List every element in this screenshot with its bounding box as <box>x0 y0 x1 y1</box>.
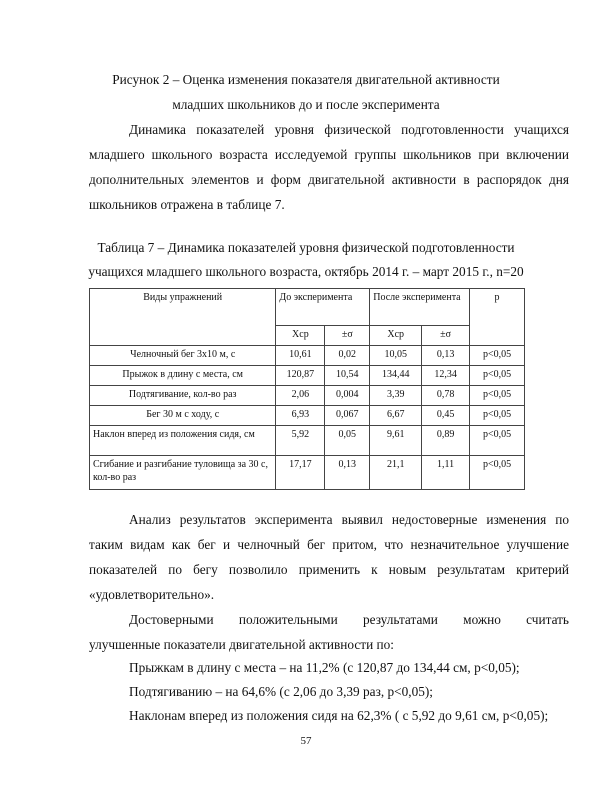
after-mean: 21,1 <box>370 456 422 490</box>
paragraph-line: Анализ результатов эксперимента выявил недостоверные изменения по <box>129 512 569 527</box>
after-sd: 0,45 <box>422 406 470 426</box>
table-row <box>90 346 525 366</box>
paragraph-line: «удовлетворительно». <box>89 587 215 602</box>
exercise-name: Прыжок в длину с места, см <box>90 366 276 386</box>
table-row <box>90 456 525 490</box>
before-mean: 10,61 <box>276 346 325 366</box>
before-mean: 120,87 <box>276 366 325 386</box>
list-item: Наклонам вперед из положения сидя на 62,3% ( с 5,92 до 9,61 см, р<0,05); <box>129 708 549 723</box>
before-mean: 2,06 <box>276 386 325 406</box>
list-item: Прыжкам в длину с места – на 11,2% (с 120,87 до 134,44 см, р<0,05); <box>129 660 520 675</box>
before-sd: 0,02 <box>325 346 370 366</box>
figure-caption: Рисунок 2 – Оценка изменения показателя двигательной активности <box>112 72 500 87</box>
paragraph-line: таким видам как бег и челночный бег притом, что незначительное улучшение <box>89 537 569 552</box>
after-mean: 134,44 <box>370 366 422 386</box>
header-sd: ±σ <box>422 326 470 346</box>
header-p: р <box>470 289 525 346</box>
before-mean: 6,93 <box>276 406 325 426</box>
p-value: р<0,05 <box>470 386 525 406</box>
paragraph-line: Динамика показателей уровня физической подготовленности учащихся <box>129 122 569 137</box>
p-value: р<0,05 <box>470 366 525 386</box>
page-number: 57 <box>300 735 312 747</box>
after-mean: 9,61 <box>370 426 422 456</box>
header-before: До эксперимента <box>276 289 370 326</box>
exercise-name: Подтягивание, кол-во раз <box>90 386 276 406</box>
p-value: р<0,05 <box>470 456 525 490</box>
before-sd: 0,13 <box>325 456 370 490</box>
p-value: р<0,05 <box>470 406 525 426</box>
before-sd: 0,05 <box>325 426 370 456</box>
before-sd: 0,067 <box>325 406 370 426</box>
header-mean: Хср <box>276 326 325 346</box>
after-mean: 10,05 <box>370 346 422 366</box>
header-after: После эксперимента <box>370 289 470 326</box>
before-mean: 17,17 <box>276 456 325 490</box>
paragraph-line: младшего школьного возраста исследуемой группы школьников при включении <box>89 147 569 162</box>
after-mean: 3,39 <box>370 386 422 406</box>
exercise-name: Бег 30 м с ходу, с <box>90 406 276 426</box>
after-sd: 1,11 <box>422 456 470 490</box>
after-sd: 0,89 <box>422 426 470 456</box>
exercise-name: Сгибание и разгибание туловища за 30 с, кол-во раз <box>90 456 276 490</box>
after-sd: 0,13 <box>422 346 470 366</box>
paragraph-line: улучшенные показатели двигательной активности по: <box>89 637 394 652</box>
after-sd: 0,78 <box>422 386 470 406</box>
exercise-name: Наклон вперед из положения сидя, см <box>90 426 276 456</box>
paragraph-line: Достоверными положительными результатами можно считать <box>129 612 569 627</box>
table-caption: учащихся младшего школьного возраста, октябрь 2014 г. – март 2015 г., n=20 <box>88 264 524 279</box>
before-mean: 5,92 <box>276 426 325 456</box>
p-value: р<0,05 <box>470 346 525 366</box>
table-row <box>90 386 525 406</box>
table-row <box>90 366 525 386</box>
before-sd: 10,54 <box>325 366 370 386</box>
table-row <box>90 406 525 426</box>
list-item: Подтягиванию – на 64,6% (с 2,06 до 3,39 раз, р<0,05); <box>129 684 434 699</box>
before-sd: 0,004 <box>325 386 370 406</box>
p-value: р<0,05 <box>470 426 525 456</box>
after-sd: 12,34 <box>422 366 470 386</box>
header-mean: Хср <box>370 326 422 346</box>
table-row <box>90 426 525 456</box>
paragraph-line: дополнительных элементов и форм двигательной активности в распорядок дня <box>89 172 569 187</box>
paragraph-line: школьников отражена в таблице 7. <box>89 197 285 212</box>
exercise-name: Челночный бег 3х10 м, с <box>90 346 276 366</box>
paragraph-line: показателей по бегу позволило применить к новым результатам критерий <box>89 562 569 577</box>
table-caption: Таблица 7 – Динамика показателей уровня физической подготовленности <box>97 240 515 255</box>
figure-caption: младших школьников до и после эксперимента <box>172 97 440 112</box>
header-sd: ±σ <box>325 326 370 346</box>
results-table <box>89 288 525 490</box>
header-exercise: Виды упражнений <box>90 289 276 346</box>
after-mean: 6,67 <box>370 406 422 426</box>
